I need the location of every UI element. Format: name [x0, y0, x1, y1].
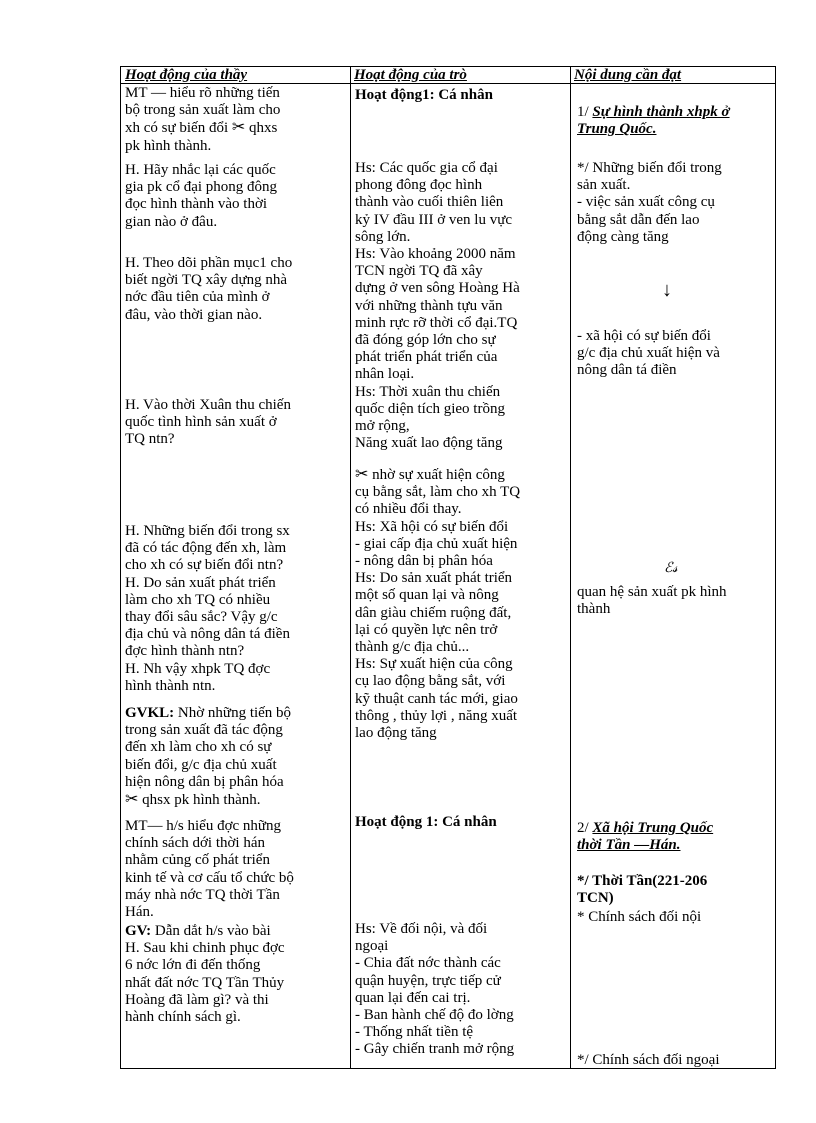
- section-title: 2/ Xã hội Trung Quốc thời Tần —Hán.: [577, 820, 714, 854]
- scissors-icon: ✂: [355, 466, 369, 483]
- column-divider: [350, 67, 351, 1068]
- teacher-objective: MT — hiểu rõ những tiến bộ trong sản xuất làm cho xh có sự biến đổi ✂ qhxs pk hình thành.: [125, 85, 281, 154]
- content-text: */ Những biến đổi trong sản xuất. - việc sản xuất công cụ bằng sắt dẫn đến lao động càng tăng: [577, 160, 722, 245]
- section-subtitle: */ Thời Tần(221-206 TCN): [577, 873, 708, 907]
- header-teacher: Hoạt động của thầy: [121, 67, 350, 84]
- teacher-question: H. Hãy nhắc lại các quốc gia pk cổ đại phong đông đọc hình thành vào thời gian nào ở đâu.: [125, 162, 278, 230]
- teacher-question: H. Những biến đổi trong sx đã có tác động đến xh, làm cho xh có sự biến đổi ntn? H. Do sản xuất phát triển làm cho xh TQ có nhiều thay đổi sâu sắc? Vậy g/c địa chủ và nông dân tá điền đợc hình thành ntn? H. Nh vậy xhpk TQ đợc hình thành ntn.: [125, 523, 290, 694]
- teacher-guidance: GV: Dẫn dắt h/s vào bài H. Sau khi chinh phục đợc 6 nớc lớn đi đến thống nhất đất nớc TQ Tần Thủy Hoàng đã làm gì? và thi hành chính sách gì.: [125, 923, 285, 1026]
- header-content: Nội dung cần đạt: [570, 67, 775, 84]
- teacher-question: H. Vào thời Xuân thu chiến quốc tình hình sản xuất ở TQ ntn?: [125, 397, 291, 448]
- teacher-question: H. Theo dõi phần mục1 cho biết ngời TQ xây dựng nhà nớc đầu tiên của mình ở đâu, vào thời gian nào.: [125, 255, 293, 323]
- header-student: Hoạt động của trò: [350, 67, 570, 84]
- content-text: quan hệ sản xuất pk hình thành: [577, 584, 727, 618]
- activity-heading: Hoạt động1: Cá nhân: [355, 87, 493, 103]
- scissors-icon: ✂: [231, 119, 246, 137]
- content-text: */ Chính sách đối ngoại: [577, 1052, 720, 1068]
- scroll-icon: ℰ𝓈: [664, 561, 678, 576]
- content-text: * Chính sách đối nội: [577, 909, 702, 925]
- student-answers: Hs: Về đối nội, và đối ngoại - Chia đất nớc thành các quận huyện, trực tiếp cử quan lại đến cai trị. - Ban hành chế độ đo lờng - Thống nhất tiền tệ - Gây chiến tranh mở rộng: [355, 921, 515, 1058]
- student-answers: ✂ nhờ sự xuất hiện công cụ bằng sắt, làm cho xh TQ có nhiều đổi thay. Hs: Xã hội có sự biến đổi - giai cấp địa chủ xuất hiện - nông dân bị phân hóa Hs: Do sản xuất phát triển một số quan lại và nông dân giàu chiếm ruộng đất, lại có quyền lực nên trở thành g/c địa chủ... Hs: Sự xuất hiện của công cụ lao động bằng sắt, với kỹ thuật canh tác mới, giao thông , thủy lợi , năng xuất lao động tăng: [355, 466, 521, 742]
- teacher-conclusion: GVKL: Nhờ những tiến bộ trong sản xuất đã tác động đến xh làm cho xh có sự biến đổi, g/c địa chủ xuất hiện nông dân bị phân hóa ✂ qhsx pk hình thành.: [125, 705, 292, 809]
- section-title: 1/ Sự hình thành xhpk ở Trung Quốc.: [577, 104, 730, 138]
- column-divider: [570, 67, 571, 1068]
- scissors-icon: ✂: [125, 791, 139, 809]
- content-text: - xã hội có sự biến đổi g/c địa chủ xuất hiện và nông dân tá điền: [577, 328, 720, 379]
- down-arrow-icon: ↓: [662, 279, 672, 301]
- teacher-objective: MT— h/s hiểu đợc những chính sách dới thời hán nhằm củng cố phát triển kinh tế và cơ cấu tổ chức bộ máy nhà nớc TQ thời Tần Hán.: [125, 818, 294, 921]
- student-answers: Hs: Các quốc gia cổ đại phong đông đọc hình thành vào cuối thiên liên kỷ IV đầu III ở ven lu vực sông lớn. Hs: Vào khoảng 2000 năm TCN ngời TQ đã xây dựng ở ven sông Hoàng Hà với những thành tựu văn minh rực rỡ thời cổ đại.TQ đã đóng góp lớn cho sự phát triển phát triển của nhân loại. Hs: Thời xuân thu chiến quốc diện tích gieo trồng mở rộng, Năng xuất lao động tăng: [355, 160, 520, 452]
- activity-heading: Hoạt động 1: Cá nhân: [355, 814, 497, 830]
